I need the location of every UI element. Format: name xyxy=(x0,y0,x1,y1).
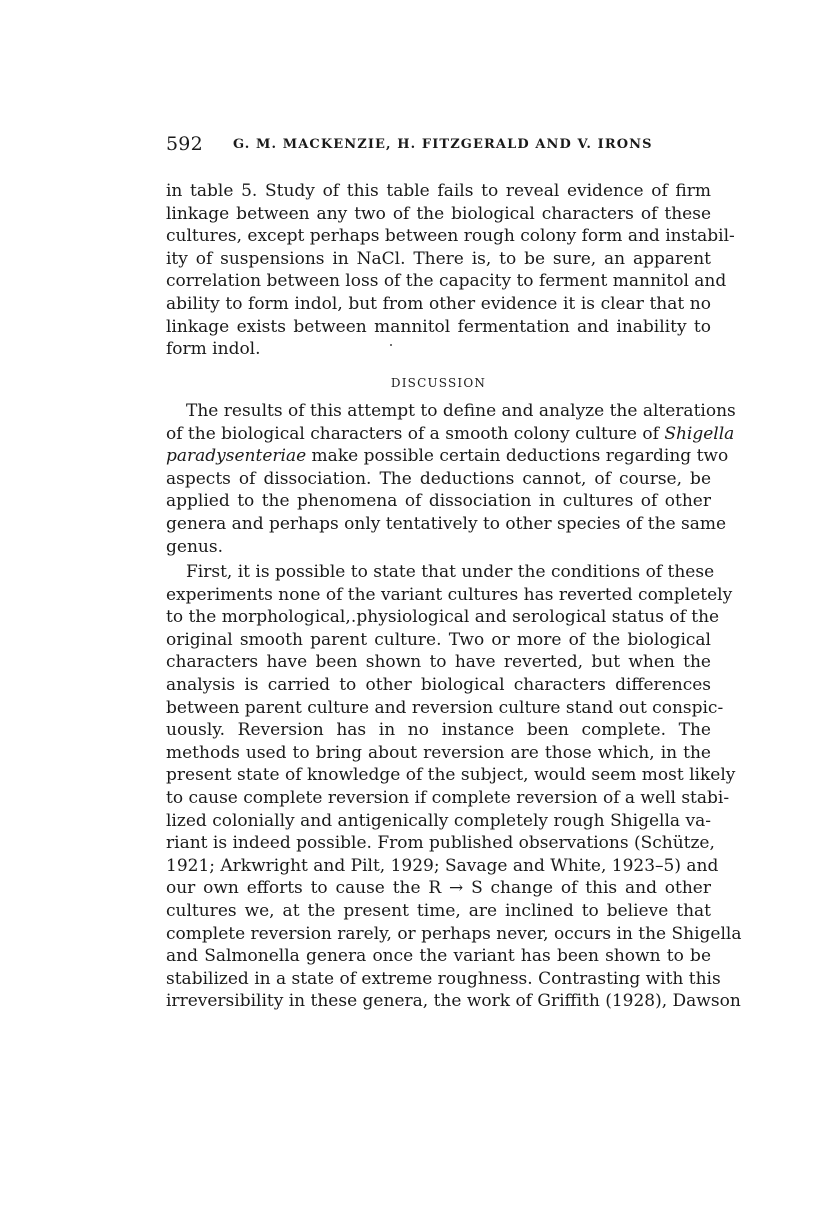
print-speck xyxy=(390,344,392,346)
text-line: irreversibility in these genera, the work of Griffith (1928), Dawson xyxy=(166,991,741,1012)
text-line: genus. xyxy=(166,536,223,557)
species-name-italic: paradysenteriae xyxy=(166,446,307,467)
text-line: stabilized in a state of extreme roughness. Contrasting with this xyxy=(166,968,721,989)
text-line: and Salmonella genera once the variant has been shown to be xyxy=(166,946,711,967)
text-line: lized colonially and antigenically completely rough Shigella va- xyxy=(166,810,711,831)
text-line: ability to form indol, but from other evidence it is clear that no xyxy=(166,293,711,314)
running-head xyxy=(166,133,711,159)
paragraph-continued xyxy=(166,180,735,361)
text-line: First, it is possible to state that under the conditions of these xyxy=(186,562,715,582)
text-line: between parent culture and reversion culture stand out conspic- xyxy=(166,697,724,718)
text-line: experiments none of the variant cultures has reverted completely xyxy=(166,584,733,605)
text-line: 1921; Arkwright and Pilt, 1929; Savage and White, 1923–5) and xyxy=(166,855,719,876)
text-line: to the morphological,․physiological and serological status of the xyxy=(166,607,720,628)
text-line: genera and perhaps only tentatively to other species of the same xyxy=(166,513,727,534)
text-line: riant is indeed possible. From published observations (Schütze, xyxy=(166,833,715,854)
text-line: characters have been shown to have reverted, but when the xyxy=(166,652,711,673)
paragraph-first-point xyxy=(166,561,742,1013)
text-line: cultures we, at the present time, are inclined to believe that xyxy=(166,900,711,921)
text-line: form indol. xyxy=(166,339,261,360)
text-line: analysis is carried to other biological characters differences xyxy=(166,674,711,695)
paragraph-discussion-intro xyxy=(166,400,736,558)
running-head-authors: G. M. MACKENZIE, H. FITZGERALD AND V. IRONS xyxy=(233,137,653,152)
text-line: linkage exists between mannitol fermentation and inability to xyxy=(166,316,711,337)
text-line: complete reversion rarely, or perhaps never, occurs in the Shigella xyxy=(166,923,742,944)
text-line: uously. Reversion has in no instance been complete. The xyxy=(166,720,711,741)
text-line: to cause complete reversion if complete reversion of a well stabi- xyxy=(166,787,730,808)
text-line: The results of this attempt to define and analyze the alterations xyxy=(186,401,736,421)
text-line: in table 5. Study of this table fails to reveal evidence of firm xyxy=(166,181,711,201)
section-heading-discussion: DISCUSSION xyxy=(390,376,487,390)
text-line: methods used to bring about reversion are those which, in the xyxy=(166,742,711,763)
text-line: our own efforts to cause the R → S change of this and other xyxy=(166,878,711,899)
text-span: make possible certain deductions regarding two xyxy=(306,446,729,467)
text-line: aspects of dissociation. The deductions cannot, of course, be xyxy=(166,468,711,489)
page-number: 592 xyxy=(166,133,203,155)
text-line: ity of suspensions in NaCl. There is, to be sure, an apparent xyxy=(166,248,711,269)
species-name-italic: Shigella xyxy=(664,423,735,444)
text-line xyxy=(166,445,729,468)
text-line: original smooth parent culture. Two or more of the biological xyxy=(166,629,711,650)
text-line: linkage between any two of the biological characters of these xyxy=(166,203,711,224)
text-line: cultures, except perhaps between rough colony form and instabil- xyxy=(166,226,735,247)
text-line: correlation between loss of the capacity to ferment mannitol and xyxy=(166,271,727,292)
text-line: present state of knowledge of the subject, would seem most likely xyxy=(166,765,736,786)
text-span: of the biological characters of a smooth colony culture of xyxy=(166,423,665,444)
text-line xyxy=(166,423,735,446)
text-line: applied to the phenomena of dissociation in cultures of other xyxy=(166,491,711,512)
